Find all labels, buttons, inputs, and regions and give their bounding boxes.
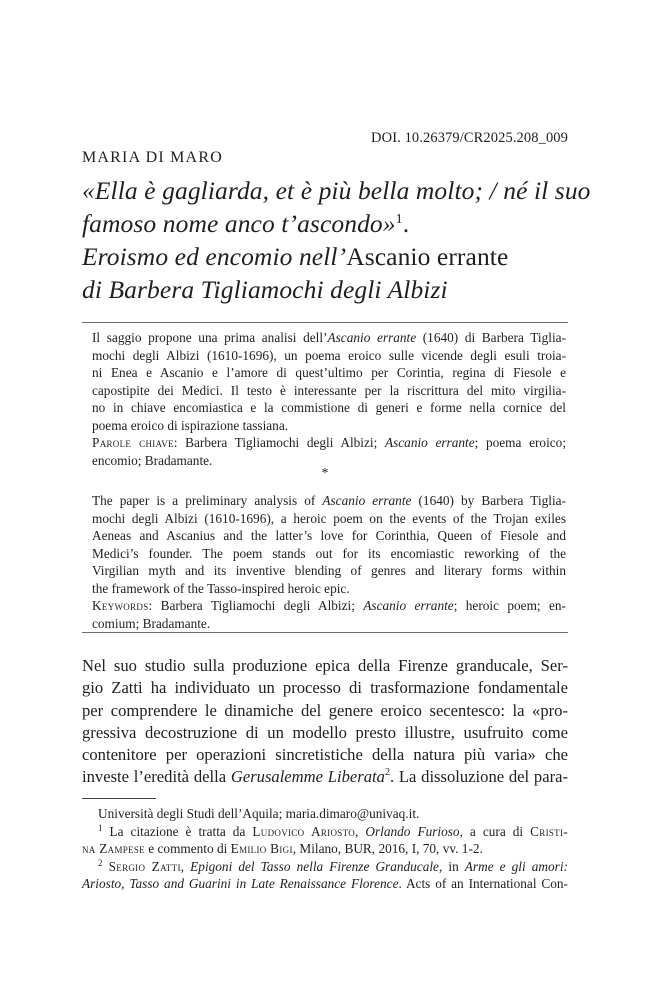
footnotes: Università degli Studi dell’Aquila; maria.dimaro@univaq.it. $^1$ La citazione è tratta da Ludovico Ariosto, Orlando Furioso, a cura di Cristi- na Zampese e commento di Emilio Bigi, Milano, BUR, 2016, I, 70, vv. 1-2. $^2$ Sergio Zatti, Epigoni del Tasso nella Firenze Granducale, in Arme e gli amori: Ariosto, Tasso and Guarini in Late Renaissance Florence. Acts of an International Con- (82, 806, 568, 892)
title-line-3 (82, 240, 582, 273)
doi: DOI. 10.26379/CR2025.208_009 (371, 130, 568, 146)
footnote-ref-1[interactable]: 1 (395, 212, 403, 227)
abstract-top-rule (82, 322, 568, 323)
footnote-ref-2[interactable]: 2 (384, 767, 390, 779)
author-name: MARIA DI MARO (82, 149, 223, 166)
title-line-1: «Ella è gagliarda, et è più bella molto; / né il suo (82, 176, 591, 205)
title-line-4: di Barbera Tigliamochi degli Albizi (82, 275, 448, 304)
article-title (82, 174, 591, 306)
footnote-1: $^1$ La citazione è tratta da Ludovico Ariosto, Orlando Furioso, a cura di Cristi- (98, 822, 568, 839)
title-line-2 (82, 207, 582, 240)
title-period: . (402, 209, 410, 238)
footnote-2: $^2$ Sergio Zatti, Epigoni del Tasso nella Firenze Granducale, in Arme e gli amori: (98, 857, 568, 874)
abstract-bottom-rule (82, 632, 568, 633)
keywords-italian: Parole chiave: Barbera Tigliamochi degli Albizi; Ascanio errante; poema eroico; (92, 435, 567, 450)
title-work-name: Ascanio errante (346, 242, 509, 271)
body-paragraph: Nel suo studio sulla produzione epica della Firenze granducale, Ser- gio Zatti ha individuato un processo di trasformazione fondamentale per comprendere le dinamiche del genere eroico secentesco: la «pro- gressiva decostruzione di un modello presto illustre, usufruito come contenitore per operazioni sincretistiche della natura più varia» che investe l’eredità della Gerusalemme Liberata$^2$. La dissoluzione del para- (82, 656, 568, 787)
title-line-2-text: famoso nome anco t’ascondo» (82, 209, 396, 238)
abstract-italian: Il saggio propone una prima analisi dell’Ascanio errante (1640) di Barbera Tiglia- mochi degli Albizi (1610-1696), un poema eroico sulle vicende degli esuli troia- ni Enea e Ascanio e l’amore di quest’ultimo per Corintia, regina di Fiesole e capostipite dei Medici. Il testo è interessante per la riscrittura del mito virgilia- no in chiave encomiastica e la commistione di generi e forme nella cornice del poema eroico di ispirazione tassiana. Parole chiave: Barbera Tigliamochi degli Albizi; Ascanio errante; poema eroico; encomio; Bradamante. (92, 330, 567, 468)
title-line-3-italic: Eroismo ed encomio nell’ (82, 242, 347, 271)
abstract-separator: * (321, 466, 329, 481)
footnote-rule (82, 798, 156, 799)
keywords-english: Keywords: Barbera Tigliamochi degli Albizi; Ascanio errante; heroic poem; en- (92, 598, 566, 613)
author-affiliation: Università degli Studi dell’Aquila; maria.dimaro@univaq.it. (98, 806, 420, 821)
abstract-english: The paper is a preliminary analysis of Ascanio errante (1640) by Barbera Tiglia- mochi degli Albizi (1610-1696), a heroic poem on the events of the Trojan exiles Aeneas and Ascanius and the latter’s love for Corinthia, Queen of Fiesole and Medici’s founder. The poem stands out for its encomiastic reworking of the Virgilian myth and its inventive blending of genres and literary forms within the framework of the Tasso-inspired heroic epic. Keywords: Barbera Tigliamochi degli Albizi; Ascanio errante; heroic poem; en- comium; Bradamante. (92, 493, 566, 631)
